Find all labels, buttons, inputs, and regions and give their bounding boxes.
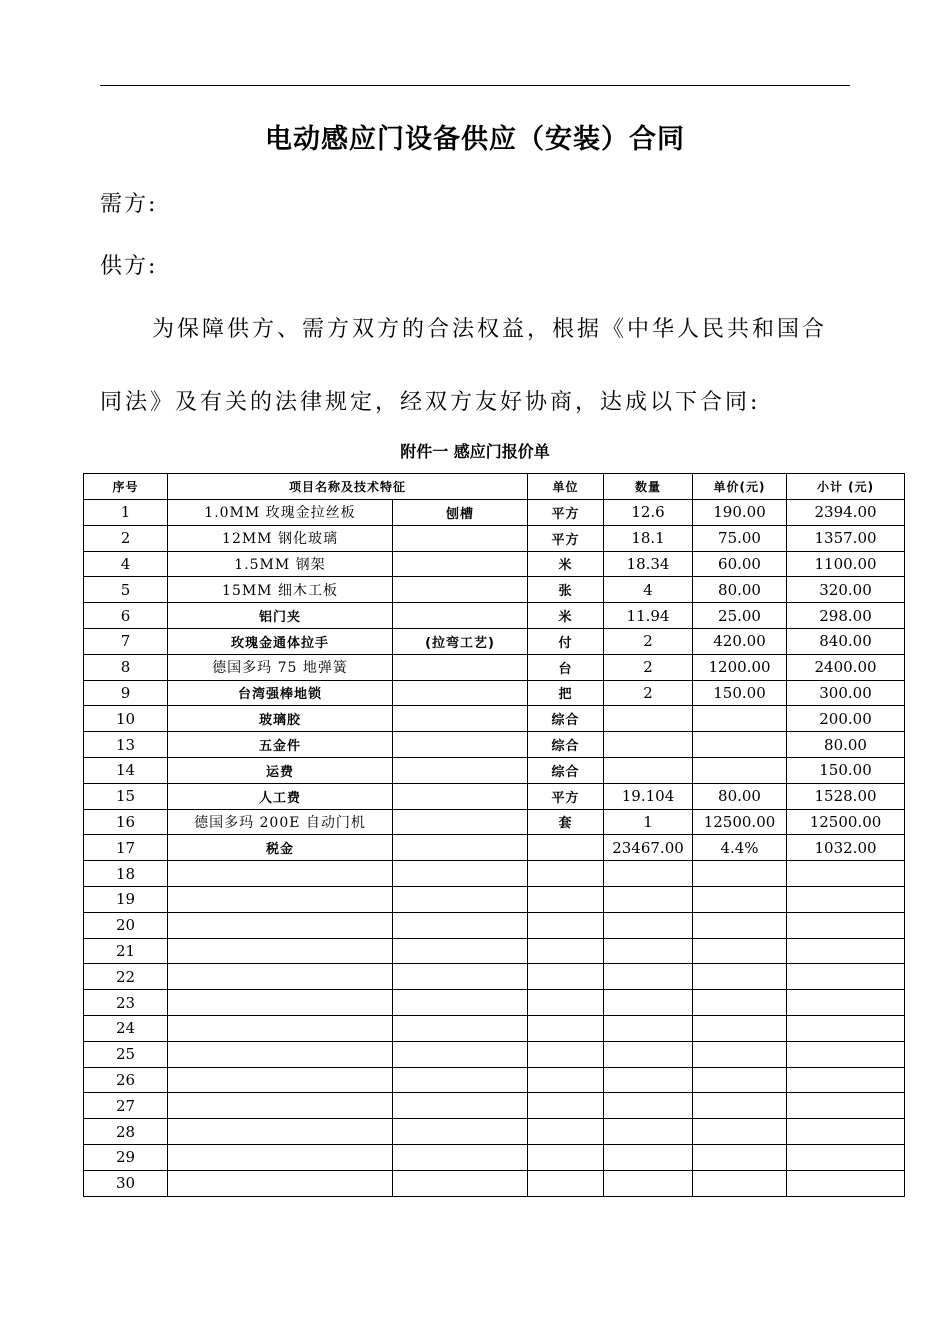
cell-spec [393,525,528,551]
table-row [84,912,905,938]
cell-item-name: 人工费 [168,783,393,809]
cell-item-name [168,1067,393,1093]
cell-subtotal [787,1093,905,1119]
cell-spec [393,1041,528,1067]
cell-quantity: 18.1 [604,525,693,551]
cell-unit-price: 80.00 [693,577,787,603]
cell-subtotal: 300.00 [787,680,905,706]
cell-quantity: 23467.00 [604,835,693,861]
cell-item-name: 1.5MM 钢架 [168,551,393,577]
table-row [84,1067,905,1093]
cell-unit [528,964,604,990]
cell-no: 6 [84,603,168,629]
cell-spec [393,990,528,1016]
cell-no: 29 [84,1144,168,1170]
cell-unit: 综合 [528,706,604,732]
cell-spec [393,706,528,732]
cell-subtotal [787,886,905,912]
cell-unit [528,990,604,1016]
cell-subtotal [787,1015,905,1041]
cell-unit-price: 1200.00 [693,654,787,680]
cell-no: 16 [84,809,168,835]
table-row [84,680,905,706]
cell-quantity: 1 [604,809,693,835]
cell-unit [528,1015,604,1041]
cell-no: 8 [84,654,168,680]
cell-no: 26 [84,1067,168,1093]
header-quantity: 数量 [604,474,693,500]
cell-no: 15 [84,783,168,809]
cell-unit-price: 150.00 [693,680,787,706]
table-row [84,551,905,577]
table-row [84,861,905,887]
cell-subtotal: 298.00 [787,603,905,629]
cell-spec [393,680,528,706]
header-rule [100,85,850,86]
cell-unit [528,938,604,964]
cell-quantity [604,1119,693,1145]
cell-spec [393,1144,528,1170]
cell-quantity: 4 [604,577,693,603]
cell-unit [528,912,604,938]
cell-item-name [168,964,393,990]
table-row [84,706,905,732]
cell-spec [393,551,528,577]
cell-item-name: 运费 [168,757,393,783]
cell-spec [393,1170,528,1196]
cell-no: 27 [84,1093,168,1119]
cell-no: 14 [84,757,168,783]
cell-spec [393,757,528,783]
cell-unit-price [693,757,787,783]
cell-quantity [604,886,693,912]
cell-spec [393,835,528,861]
cell-no: 24 [84,1015,168,1041]
cell-quantity [604,912,693,938]
cell-unit: 米 [528,603,604,629]
cell-spec [393,938,528,964]
table-row [84,938,905,964]
table-row [84,654,905,680]
cell-no: 17 [84,835,168,861]
cell-no: 4 [84,551,168,577]
cell-unit-price [693,861,787,887]
cell-quantity [604,1067,693,1093]
cell-no: 1 [84,500,168,526]
cell-item-name: 五金件 [168,732,393,758]
cell-spec [393,1119,528,1145]
cell-subtotal: 320.00 [787,577,905,603]
cell-subtotal: 1528.00 [787,783,905,809]
cell-quantity: 2 [604,628,693,654]
cell-subtotal [787,964,905,990]
cell-quantity [604,1093,693,1119]
cell-item-name: 德国多玛 200E 自动门机 [168,809,393,835]
cell-item-name: 玫瑰金通体拉手 [168,628,393,654]
cell-subtotal: 1100.00 [787,551,905,577]
table-row [84,500,905,526]
cell-unit-price: 4.4% [693,835,787,861]
cell-quantity [604,1170,693,1196]
cell-no: 28 [84,1119,168,1145]
cell-unit: 平方 [528,500,604,526]
cell-quantity [604,1015,693,1041]
cell-unit: 付 [528,628,604,654]
cell-subtotal: 200.00 [787,706,905,732]
cell-unit: 综合 [528,732,604,758]
cell-unit: 台 [528,654,604,680]
table-row [84,577,905,603]
table-row [84,1015,905,1041]
table-row [84,757,905,783]
cell-item-name: 税金 [168,835,393,861]
cell-no: 13 [84,732,168,758]
cell-subtotal [787,990,905,1016]
cell-quantity: 11.94 [604,603,693,629]
table-title: 附件一 感应门报价单 [400,442,550,461]
cell-item-name [168,1170,393,1196]
cell-quantity [604,964,693,990]
cell-subtotal: 150.00 [787,757,905,783]
cell-item-name: 12MM 钢化玻璃 [168,525,393,551]
cell-unit-price [693,1067,787,1093]
cell-item-name [168,1015,393,1041]
table-row [84,1119,905,1145]
cell-subtotal [787,861,905,887]
cell-no: 23 [84,990,168,1016]
cell-spec [393,886,528,912]
cell-unit-price: 12500.00 [693,809,787,835]
cell-unit-price [693,938,787,964]
demand-party-label: 需方: [100,192,158,217]
cell-quantity: 12.6 [604,500,693,526]
cell-subtotal: 2394.00 [787,500,905,526]
cell-unit [528,835,604,861]
cell-quantity [604,861,693,887]
cell-unit-price: 190.00 [693,500,787,526]
header-item-name: 项目名称及技术特征 [168,474,528,500]
cell-quantity [604,757,693,783]
table-row [84,835,905,861]
cell-no: 19 [84,886,168,912]
table-header-row [84,474,905,500]
cell-subtotal: 80.00 [787,732,905,758]
cell-unit-price [693,1041,787,1067]
cell-quantity [604,938,693,964]
cell-spec: 刨槽 [393,500,528,526]
cell-spec [393,654,528,680]
cell-unit-price [693,1170,787,1196]
cell-quantity: 18.34 [604,551,693,577]
cell-quantity [604,1041,693,1067]
table-row [84,964,905,990]
cell-item-name [168,1144,393,1170]
table-row [84,809,905,835]
cell-unit: 综合 [528,757,604,783]
cell-spec [393,912,528,938]
cell-no: 25 [84,1041,168,1067]
cell-unit-price: 25.00 [693,603,787,629]
cell-no: 18 [84,861,168,887]
table-row [84,1041,905,1067]
cell-unit [528,1119,604,1145]
header-unit: 单位 [528,474,604,500]
cell-quantity [604,706,693,732]
cell-subtotal [787,1170,905,1196]
cell-no: 22 [84,964,168,990]
cell-item-name [168,886,393,912]
cell-no: 5 [84,577,168,603]
cell-unit: 米 [528,551,604,577]
header-unit-price: 单价(元) [693,474,787,500]
cell-item-name [168,1119,393,1145]
cell-unit: 平方 [528,783,604,809]
cell-unit [528,1067,604,1093]
cell-unit-price: 60.00 [693,551,787,577]
cell-unit-price: 75.00 [693,525,787,551]
cell-spec [393,1015,528,1041]
intro-paragraph-line-1: 为保障供方、需方双方的合法权益，根据《中华人民共和国合 [152,317,828,342]
cell-spec [393,577,528,603]
cell-spec [393,861,528,887]
cell-unit [528,861,604,887]
cell-subtotal [787,1041,905,1067]
table-row [84,990,905,1016]
cell-subtotal: 2400.00 [787,654,905,680]
table-row [84,886,905,912]
cell-subtotal: 1357.00 [787,525,905,551]
cell-subtotal [787,1119,905,1145]
cell-unit: 把 [528,680,604,706]
cell-item-name: 德国多玛 75 地弹簧 [168,654,393,680]
cell-unit [528,1041,604,1067]
header-subtotal: 小计 (元) [787,474,905,500]
cell-item-name [168,861,393,887]
cell-unit [528,1144,604,1170]
cell-subtotal [787,912,905,938]
cell-unit: 套 [528,809,604,835]
cell-item-name: 玻璃胶 [168,706,393,732]
cell-spec [393,809,528,835]
cell-quantity [604,1144,693,1170]
cell-spec: (拉弯工艺) [393,628,528,654]
cell-item-name [168,990,393,1016]
supply-party-label: 供方: [100,254,158,279]
cell-unit [528,886,604,912]
cell-no: 7 [84,628,168,654]
cell-spec [393,964,528,990]
cell-no: 2 [84,525,168,551]
cell-quantity [604,990,693,1016]
cell-unit [528,1093,604,1119]
cell-subtotal [787,1067,905,1093]
cell-quantity [604,732,693,758]
table-row [84,732,905,758]
cell-unit-price [693,732,787,758]
cell-item-name: 台湾强棒地锁 [168,680,393,706]
cell-unit-price [693,1119,787,1145]
header-no: 序号 [84,474,168,500]
cell-quantity: 2 [604,654,693,680]
cell-item-name: 铝门夹 [168,603,393,629]
cell-unit-price [693,990,787,1016]
cell-no: 10 [84,706,168,732]
cell-no: 9 [84,680,168,706]
cell-item-name: 1.0MM 玫瑰金拉丝板 [168,500,393,526]
cell-item-name [168,938,393,964]
cell-spec [393,603,528,629]
table-row [84,603,905,629]
cell-subtotal [787,1144,905,1170]
cell-unit-price [693,912,787,938]
cell-unit [528,1170,604,1196]
cell-unit: 张 [528,577,604,603]
cell-item-name [168,1041,393,1067]
cell-unit-price [693,1015,787,1041]
table-row [84,525,905,551]
cell-quantity: 2 [604,680,693,706]
cell-item-name: 15MM 细木工板 [168,577,393,603]
cell-unit-price: 420.00 [693,628,787,654]
cell-item-name [168,1093,393,1119]
cell-no: 21 [84,938,168,964]
cell-unit-price [693,706,787,732]
table-row [84,1170,905,1196]
table-row [84,1093,905,1119]
cell-spec [393,732,528,758]
cell-subtotal: 1032.00 [787,835,905,861]
cell-unit-price [693,886,787,912]
table-row [84,783,905,809]
cell-subtotal: 12500.00 [787,809,905,835]
document-title: 电动感应门设备供应（安装）合同 [265,124,685,155]
cell-spec [393,1093,528,1119]
cell-unit: 平方 [528,525,604,551]
cell-spec [393,1067,528,1093]
cell-unit-price: 80.00 [693,783,787,809]
cell-unit-price [693,1144,787,1170]
cell-spec [393,783,528,809]
cell-subtotal [787,938,905,964]
quotation-table [83,473,905,1197]
table-row [84,628,905,654]
table-row [84,1144,905,1170]
intro-paragraph-line-2: 同法》及有关的法律规定，经双方友好协商，达成以下合同: [100,390,761,415]
cell-unit-price [693,964,787,990]
cell-no: 30 [84,1170,168,1196]
cell-subtotal: 840.00 [787,628,905,654]
cell-item-name [168,912,393,938]
cell-unit-price [693,1093,787,1119]
table-body [84,500,905,1197]
cell-no: 20 [84,912,168,938]
cell-quantity: 19.104 [604,783,693,809]
